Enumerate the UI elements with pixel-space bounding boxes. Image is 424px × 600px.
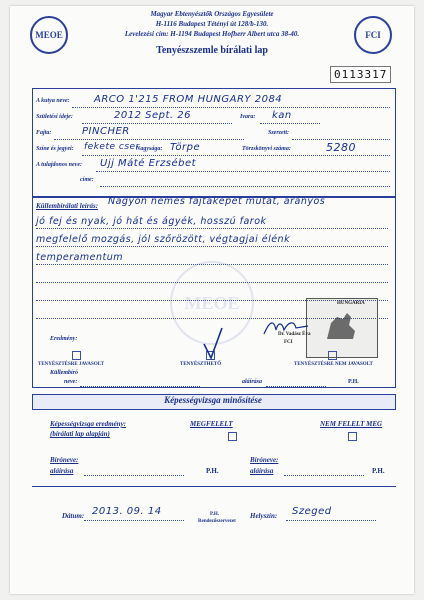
serial-number: 0113317 — [330, 66, 391, 83]
aptitude-judge2-label: Bíróneve: — [250, 456, 279, 464]
assessment-line-3[interactable]: megfelelő mozgás, jól szőrözött, végtagjai élénk — [36, 234, 291, 245]
size-value[interactable]: Törpe — [170, 142, 201, 153]
assessment-line-1[interactable]: Nagyon nemes fajtaképet mutat, arányos — [108, 196, 326, 207]
aptitude-title: Képességvizsga minősítése — [164, 395, 262, 405]
assessment-label: Küllembírálati leírás: — [36, 202, 99, 210]
assessment-line-2[interactable]: jó fej és nyak, jó hát és ágyék, hosszú farok — [36, 216, 267, 227]
color-label: Színe és jegyei: — [36, 146, 74, 152]
place-label: Helyszín: — [250, 512, 278, 520]
color-value[interactable]: fekete cser — [84, 142, 140, 152]
stamp-judge-name: Dr. Vadász Éva — [278, 332, 311, 337]
aptitude-judge1-signature: aláírása — [50, 467, 74, 475]
breed-value[interactable]: PINCHER — [82, 126, 130, 137]
aptitude-judge1-label: Bíróneve: — [50, 456, 79, 464]
result-option-not-recommended: TENYÉSZTÉSRE NEM JAVASOLT — [294, 362, 373, 367]
date-label: Dátum: — [62, 512, 85, 520]
dog-name-label: A kutya neve: — [36, 98, 70, 104]
form-title: Tenyészszemle bírálati lap — [156, 45, 268, 56]
born-value[interactable]: 2012 Sept. 26 — [114, 110, 191, 121]
form-sheet — [10, 6, 414, 594]
result-option-breedable: TENYÉSZTHETŐ — [180, 362, 222, 367]
judge-stamp — [306, 298, 378, 358]
footer-stamp-label: P.H. — [210, 512, 219, 517]
org-name: Magyar Ebtenyésztők Országos Egyesülete — [150, 10, 274, 18]
aptitude-judge2-stamp: P.H. — [372, 467, 385, 475]
result-recommended-checkbox[interactable] — [72, 351, 81, 360]
meoe-logo — [30, 16, 68, 54]
mailing-address: Levelezési cím: H-1194 Budapest Hofherr Albert utca 38-40. — [124, 30, 300, 38]
aptitude-failed-label: NEM FELELT MEG — [320, 420, 383, 428]
registry-label: Törzskönyvi száma: — [242, 146, 291, 152]
fci-logo-text: FCI — [365, 30, 381, 40]
aptitude-judge2-signature: aláírása — [250, 467, 274, 475]
watermark-text: MEOE — [184, 292, 240, 313]
aptitude-result-label: Képességvizsga eredmény: — [50, 420, 127, 428]
fci-logo — [354, 16, 392, 54]
born-label: Születési ideje: — [36, 114, 73, 120]
judge-name-label: neve: — [64, 379, 78, 385]
sex-value[interactable]: kan — [272, 110, 292, 121]
judge-label: Küllembíró — [50, 370, 79, 376]
registry-value[interactable]: 5280 — [326, 141, 356, 154]
aptitude-passed-checkbox[interactable] — [228, 432, 237, 441]
judge-signature-label: aláírása — [242, 379, 263, 385]
owner-value[interactable]: Ujj Máté Erzsébet — [100, 158, 197, 169]
footer-stamp-sub: Rendezőszervezet — [198, 519, 236, 524]
address-label: címe: — [80, 177, 94, 183]
dog-name-value[interactable]: ARCO 1'215 FROM HUNGARY 2084 — [94, 94, 283, 105]
assessment-line-4[interactable]: temperamentum — [36, 252, 124, 263]
size-label: Nagysága: — [136, 146, 163, 152]
judge-stamp-label: P.H. — [348, 379, 359, 385]
result-option-recommended: TENYÉSZTÉSRE JAVASOLT — [38, 362, 104, 367]
owner-label: A tulajdonos neve: — [36, 162, 83, 168]
checkmark-icon — [200, 326, 226, 362]
date-value[interactable]: 2013. 09. 14 — [92, 506, 162, 517]
judge-signature-icon — [262, 316, 312, 340]
dog-silhouette-icon — [321, 309, 361, 345]
breed-label: Fajta: — [36, 130, 52, 136]
aptitude-judge1-stamp: P.H. — [206, 467, 219, 475]
result-label: Eredmény: — [50, 336, 78, 342]
aptitude-passed-label: MEGFELELT — [190, 420, 233, 428]
stamp-country: HUNGARIA — [337, 301, 365, 306]
stamp-fci: FCI — [284, 340, 293, 345]
sex-label: Ivara: — [240, 114, 256, 120]
meoe-logo-text: MEOE — [35, 30, 63, 40]
place-value[interactable]: Szeged — [292, 506, 332, 517]
aptitude-failed-checkbox[interactable] — [348, 432, 357, 441]
org-address: H-1116 Budapest Tétényi út 128/b-130. — [155, 20, 269, 28]
birthplace-label: Szerzett: — [268, 130, 289, 136]
aptitude-result-sub: (bírálati lap alapján) — [50, 430, 110, 438]
